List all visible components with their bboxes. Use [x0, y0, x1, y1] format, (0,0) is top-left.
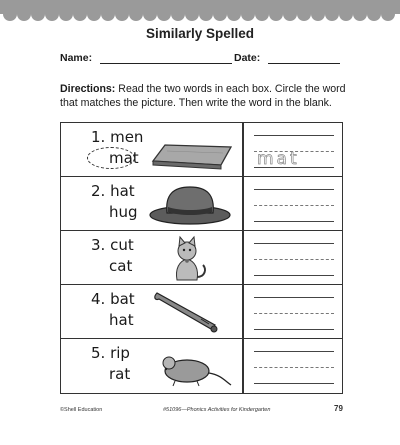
exercise-row	[61, 177, 342, 231]
exercise-grid	[60, 122, 343, 394]
directions-label: Directions:	[60, 83, 116, 95]
row-number-and-word1: 2. hat	[91, 182, 135, 200]
date-field[interactable]	[268, 63, 340, 64]
word-option-2[interactable]: cat	[109, 257, 133, 275]
row-number-and-word1: 3. cut	[91, 236, 134, 254]
catalog-text: #51096—Phonics Activities for Kindergarten	[163, 407, 271, 413]
date-label: Date:	[234, 52, 261, 64]
rat-icon	[145, 341, 235, 391]
hat-icon	[145, 179, 235, 229]
exercise-row	[61, 285, 342, 339]
exercise-row	[61, 339, 342, 395]
row-number-and-word1: 5. rip	[91, 344, 130, 362]
page-title: Similarly Spelled	[145, 26, 255, 41]
traced-answer: mat	[257, 149, 300, 169]
word-option-2[interactable]: mat	[109, 149, 139, 167]
directions-text: Read the two words in each box. Circle the word that matches the picture. Then write the word in the blank.	[60, 83, 346, 109]
bat-icon	[145, 287, 235, 337]
scalloped-banner	[0, 0, 400, 50]
word-option-2[interactable]: hat	[109, 311, 134, 329]
name-field[interactable]	[100, 63, 232, 64]
word-option-2[interactable]: rat	[109, 365, 131, 383]
exercise-row	[61, 231, 342, 285]
row-number-and-word1: 4. bat	[91, 290, 135, 308]
cat-icon	[145, 233, 235, 283]
exercise-row	[61, 123, 342, 177]
name-label: Name:	[60, 52, 93, 64]
row-number-and-word1: 1. men	[91, 128, 144, 146]
copyright-text: ©Shell Education	[60, 407, 103, 413]
word-option-2[interactable]: hug	[109, 203, 138, 221]
page-number: 79	[334, 404, 343, 413]
directions	[60, 82, 360, 110]
mat-icon	[145, 125, 235, 175]
